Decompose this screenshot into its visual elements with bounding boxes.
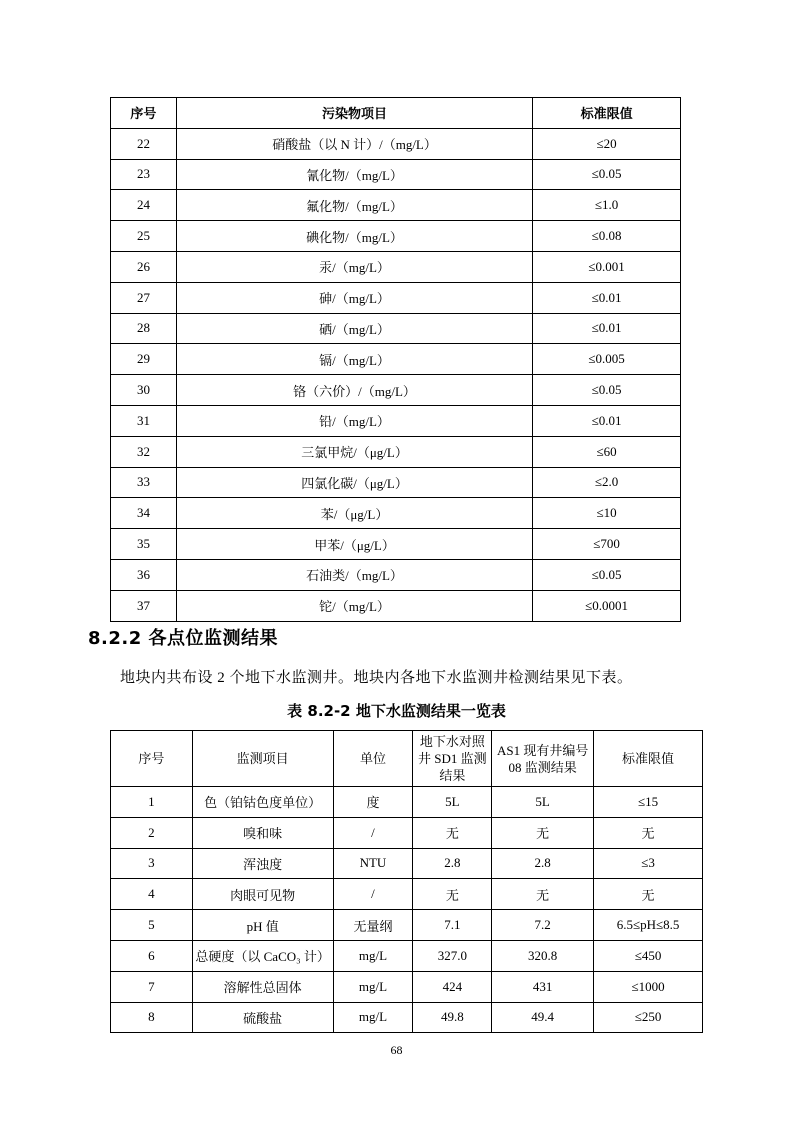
table-cell: 7.1 (413, 910, 492, 941)
table-cell: ≤0.0001 (533, 590, 681, 621)
table-cell: 硫酸盐 (192, 1002, 333, 1033)
table-cell: 无 (594, 879, 703, 910)
table-cell: / (333, 817, 413, 848)
table-title: 表 8.2-2 地下水监测结果一览表 (287, 702, 506, 720)
table-cell: 汞/（mg/L） (176, 251, 532, 282)
header-cell: 监测项目 (192, 731, 333, 787)
table-cell: 5L (492, 787, 594, 818)
table-row (111, 405, 681, 436)
table-row (111, 559, 681, 590)
table-row (111, 971, 703, 1002)
pollutant-limits-table (110, 97, 681, 622)
table-cell: 23 (111, 159, 177, 190)
table-cell: pH 值 (192, 910, 333, 941)
table-cell: 砷/（mg/L） (176, 282, 532, 313)
table-cell: ≤1.0 (533, 190, 681, 221)
table-cell: 无 (492, 817, 594, 848)
table-row (111, 282, 681, 313)
table-cell: 三氯甲烷/（μg/L） (176, 436, 532, 467)
table-cell: 无 (594, 817, 703, 848)
table-cell: ≤20 (533, 128, 681, 159)
table-cell: 铅/（mg/L） (176, 405, 532, 436)
table-cell: 碘化物/（mg/L） (176, 221, 532, 252)
groundwater-results-table (110, 730, 703, 1033)
table-cell: 34 (111, 498, 177, 529)
table-cell: 石油类/（mg/L） (176, 559, 532, 590)
table-row (111, 221, 681, 252)
table-cell: 苯/（μg/L） (176, 498, 532, 529)
table-cell: 29 (111, 344, 177, 375)
table-cell: 36 (111, 559, 177, 590)
table-row (111, 498, 681, 529)
table-cell: 6 (111, 940, 193, 971)
table-cell: NTU (333, 848, 413, 879)
table-cell: 甲苯/（μg/L） (176, 529, 532, 560)
table-row (111, 436, 681, 467)
table-cell: 424 (413, 971, 492, 1002)
table-cell: ≤0.01 (533, 405, 681, 436)
table-row (111, 159, 681, 190)
table-cell: 氰化物/（mg/L） (176, 159, 532, 190)
table-row (111, 190, 681, 221)
table-cell: 镉/（mg/L） (176, 344, 532, 375)
table-cell: 327.0 (413, 940, 492, 971)
table-cell: ≤0.01 (533, 282, 681, 313)
table-cell: 肉眼可见物 (192, 879, 333, 910)
header-cell: 污染物项目 (176, 98, 532, 129)
section-heading: 8.2.2 各点位监测结果 (88, 628, 279, 649)
table-cell: ≤0.05 (533, 559, 681, 590)
table-cell: 无 (413, 817, 492, 848)
table-cell: 49.4 (492, 1002, 594, 1033)
table-row (111, 787, 703, 818)
table-header-row (111, 731, 703, 787)
table-cell: 37 (111, 590, 177, 621)
table-cell: ≤250 (594, 1002, 703, 1033)
table-cell: mg/L (333, 1002, 413, 1033)
table-cell: 嗅和味 (192, 817, 333, 848)
table-cell: 色（铂钴色度单位） (192, 787, 333, 818)
header-cell: 标准限值 (594, 731, 703, 787)
table-cell: 溶解性总固体 (192, 971, 333, 1002)
table-cell: ≤1000 (594, 971, 703, 1002)
table-cell: 431 (492, 971, 594, 1002)
table-cell: ≤0.08 (533, 221, 681, 252)
table-cell: 6.5≤pH≤8.5 (594, 910, 703, 941)
table-cell: 总硬度（以 CaCO₃ 计） (192, 940, 333, 971)
table-cell: 7.2 (492, 910, 594, 941)
table-cell: 7 (111, 971, 193, 1002)
table-cell: 25 (111, 221, 177, 252)
table-cell: mg/L (333, 971, 413, 1002)
table-cell: ≤10 (533, 498, 681, 529)
table-cell: 2 (111, 817, 193, 848)
table-cell: ≤0.001 (533, 251, 681, 282)
table-cell: 5L (413, 787, 492, 818)
table-cell: ≤0.05 (533, 375, 681, 406)
table-cell: 28 (111, 313, 177, 344)
page-number: 68 (390, 1043, 403, 1057)
table-header-row (111, 98, 681, 129)
table-row (111, 590, 681, 621)
table-row (111, 940, 703, 971)
table-row (111, 467, 681, 498)
table-cell: 铊/（mg/L） (176, 590, 532, 621)
table-cell: 32 (111, 436, 177, 467)
header-cell: 地下水对照井 SD1 监测结果 (413, 731, 492, 787)
table-cell: ≤15 (594, 787, 703, 818)
table-cell: ≤0.05 (533, 159, 681, 190)
table-cell: 27 (111, 282, 177, 313)
table-cell: ≤450 (594, 940, 703, 971)
table-cell: mg/L (333, 940, 413, 971)
table-cell: 铬（六价）/（mg/L） (176, 375, 532, 406)
table-cell: 3 (111, 848, 193, 879)
header-cell: AS1 现有井编号 08 监测结果 (492, 731, 594, 787)
table-cell: 4 (111, 879, 193, 910)
table-cell: ≤700 (533, 529, 681, 560)
table-row (111, 879, 703, 910)
table-row (111, 128, 681, 159)
table-cell: / (333, 879, 413, 910)
table-cell: 四氯化碳/（μg/L） (176, 467, 532, 498)
table-row (111, 1002, 703, 1033)
table-cell: 无量纲 (333, 910, 413, 941)
header-cell: 标准限值 (533, 98, 681, 129)
table-cell: 1 (111, 787, 193, 818)
table-cell: 30 (111, 375, 177, 406)
table-cell: 硒/（mg/L） (176, 313, 532, 344)
table-cell: 320.8 (492, 940, 594, 971)
table-cell: 2.8 (413, 848, 492, 879)
table-cell: 33 (111, 467, 177, 498)
table-row (111, 251, 681, 282)
table-cell: 无 (413, 879, 492, 910)
table-row (111, 313, 681, 344)
table-row (111, 344, 681, 375)
table-cell: 氟化物/（mg/L） (176, 190, 532, 221)
table-row (111, 848, 703, 879)
table-cell: 49.8 (413, 1002, 492, 1033)
header-cell: 序号 (111, 731, 193, 787)
table-cell: ≤3 (594, 848, 703, 879)
table-cell: ≤0.005 (533, 344, 681, 375)
table-row (111, 529, 681, 560)
table-cell: 31 (111, 405, 177, 436)
table-cell: 22 (111, 128, 177, 159)
table-cell: 2.8 (492, 848, 594, 879)
intro-paragraph: 地块内共布设 2 个地下水监测井。地块内各地下水监测井检测结果见下表。 (120, 670, 633, 686)
table-cell: 硝酸盐（以 N 计）/（mg/L） (176, 128, 532, 159)
table-cell: 24 (111, 190, 177, 221)
table-cell: 浑浊度 (192, 848, 333, 879)
table-cell: 无 (492, 879, 594, 910)
table-cell: 26 (111, 251, 177, 282)
table-row (111, 910, 703, 941)
table-cell: ≤0.01 (533, 313, 681, 344)
header-cell: 序号 (111, 98, 177, 129)
table-cell: 5 (111, 910, 193, 941)
table-cell: 35 (111, 529, 177, 560)
table-cell: 8 (111, 1002, 193, 1033)
header-cell: 单位 (333, 731, 413, 787)
table-row (111, 817, 703, 848)
table-cell: ≤60 (533, 436, 681, 467)
table-row (111, 375, 681, 406)
table-cell: ≤2.0 (533, 467, 681, 498)
table-cell: 度 (333, 787, 413, 818)
